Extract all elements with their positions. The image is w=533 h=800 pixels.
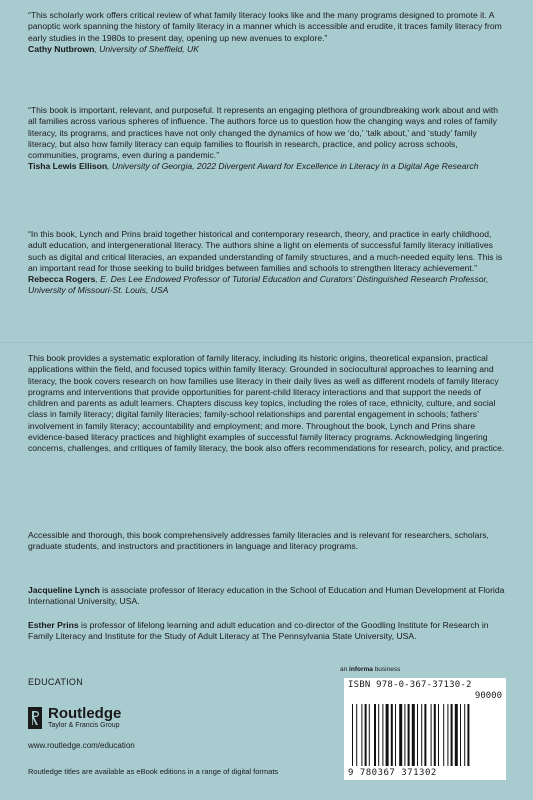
subject-category: EDUCATION (28, 677, 84, 687)
informa-prefix: an (340, 666, 350, 673)
description-paragraph: This book provides a systematic exploration of family literacy, including its historic origins, theoretical expansion, practical applications within the field, and focused topics within family literacy. Grounded in sociocultural approaches to learning and literacy, the book covers research on how families use literacy in their daily lives as well as different models of family literacy programs and interventions that provide opportunities for parent-child literacy interactions and that support the needs of children and parents as adult learners. Chapters discuss key topics, including the roles of race, ethnicity, culture, and social class in family literacy; digital family literacies; family-school relationships and parental engagement in schools; fathers’ involvement in family literacy; accountability and employment; and more. Throughout the book, Lynch and Prins share evidence-based literacy practices and highlight examples of successful family literacy programs. Acknowledging lingering concerns, challenges, and critiques of family literacy, the book also offers recommendations for research, policy, and practice. (28, 353, 505, 454)
review-quote-1 (28, 10, 506, 55)
author-bio-1 (28, 585, 506, 608)
quote-attribution (28, 44, 506, 55)
author-name: Jacqueline Lynch (28, 585, 100, 595)
book-description (28, 353, 506, 455)
book-description-2 (28, 530, 506, 553)
publisher-group: Taylor & Francis Group (48, 722, 120, 729)
publisher-url[interactable]: www.routledge.com/education (28, 741, 135, 750)
ean-number: 9 780367 371302 (348, 768, 437, 778)
informa-business-label (340, 666, 400, 673)
review-quote-3 (28, 229, 506, 297)
publisher-logo (28, 702, 121, 734)
price-code: 90000 (474, 691, 502, 701)
quote-text: “This book is important, relevant, and purposeful. It represents an engaging plethora of groundbreaking work about and with all families across various spheres of influence. The authors force us to question how the changing ways and roles of family literacy, its programs, and practices have not only changed the dynamics of how we ‘do,’ ‘talk about,’ and ‘study’ family literacy, but also how family literacy can equip families to flourish in research, practice, and policy across schools, communities, programs, even during a pandemic.” (28, 105, 499, 161)
quote-attribution (28, 274, 506, 297)
ebook-note: Routledge titles are available as eBook editions in a range of digital formats (28, 767, 279, 776)
description-paragraph: Accessible and thorough, this book comprehensively addresses family literacies and is relevant for researchers, scholars, graduate students, and instructors and practitioners in language and literacy programs. (28, 530, 489, 552)
reviewer-affiliation: , University of Sheffield, UK (94, 43, 199, 54)
reviewer-affiliation: , E. Des Lee Endowed Professor of Tutorial Education and Curators’ Distinguished Research Professor, University of Missouri-St. Louis, USA (28, 274, 489, 296)
author-description: is associate professor of literacy education in the School of Education and Human Development at Florida International University, USA. (28, 585, 505, 607)
reviewer-name: Tisha Lewis Ellison (28, 161, 108, 172)
reviewer-affiliation: , University of Georgia, 2022 Divergent Award for Excellence in Literacy in a Digital Age Research (107, 161, 479, 172)
quote-text: “This scholarly work offers critical review of what family literacy looks like and the many programs designed to promote it. A panoptic work spanning the history of family literacy in a manner which is accessible and erudite, it traces family literacy from early studies in the 1980s to present day, opening up new avenues to explore.” (28, 10, 502, 43)
section-divider (0, 342, 533, 343)
isbn-barcode (344, 678, 506, 780)
author-name: Esther Prins (28, 620, 79, 630)
reviewer-name: Cathy Nutbrown (28, 43, 95, 54)
author-bio-2 (28, 620, 506, 643)
informa-brand: informa (349, 666, 373, 673)
isbn-text: ISBN 978-0-367-37130-2 (348, 680, 472, 690)
barcode-bars (344, 678, 506, 780)
reviewer-name: Rebecca Rogers (28, 274, 96, 285)
quote-text: “In this book, Lynch and Prins braid together historical and contemporary research, theory, and practice in early childhood, adult education, and intergenerational literacy. The authors shine a light on elements of successful family literacy initiatives such as digital and critical literacies, an expanded understanding of family structures, and a much-needed equity lens. This is an important read for those seeking to build bridges between families and schools to strengthen literacy achievement.” (28, 229, 503, 273)
routledge-logo-icon (28, 707, 42, 729)
review-quote-2 (28, 105, 506, 173)
publisher-name: Routledge (48, 705, 122, 722)
informa-suffix: business (372, 666, 401, 673)
quote-attribution (28, 161, 506, 172)
author-description: is professor of lifelong learning and adult education and co-director of the Goodling Institute for Research in Family Literacy and Institute for the Study of Adult Literacy at The Pennsylvania State University, USA. (28, 620, 489, 642)
